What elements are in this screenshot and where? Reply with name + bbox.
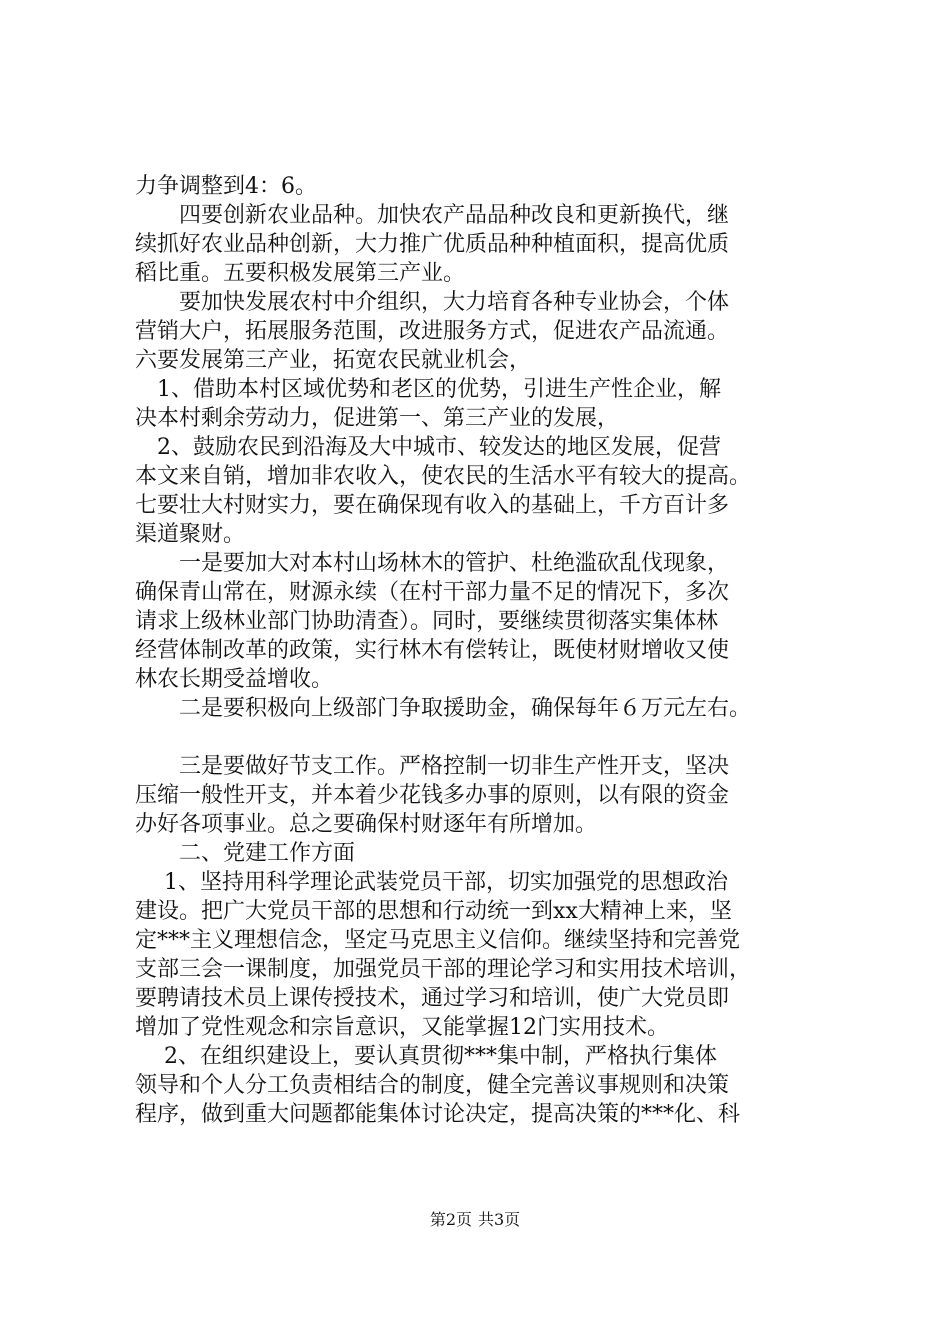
text-line: 力争调整到4：6。 <box>135 174 317 199</box>
text-line: 林农长期受益增收。 <box>135 667 334 692</box>
text-line: 确保青山常在，财源永续（在村干部力量不足的情况下，多次 <box>135 580 730 605</box>
text-line: 六要发展第三产业，拓宽农民就业机会， <box>135 348 532 373</box>
text-line: 要加快发展农村中介组织，大力培育各种专业协会，个体 <box>135 290 730 315</box>
text-line: 一是要加大对本村山场林木的管护、杜绝滥砍乱伐现象， <box>135 551 730 576</box>
text-line: 领导和个人分工负责相结合的制度，健全完善议事规则和决策 <box>135 1073 730 1098</box>
text-line: 建设。把广大党员干部的思想和行动统一到xx大精神上来，坚 <box>135 899 732 924</box>
text-line: 支部三会一课制度，加强党员干部的理论学习和实用技术培训， <box>135 957 752 982</box>
page-footer <box>0 1210 950 1230</box>
text-line: 要聘请技术员上课传授技术，通过学习和培训，使广大党员即 <box>135 986 730 1011</box>
text-line: 压缩一般性开支，并本着少花钱多办事的原则，以有限的资金 <box>135 783 730 808</box>
text-line: 本文来自销，增加非农收入，使农民的生活水平有较大的提高。 <box>135 464 752 489</box>
text-line: 续抓好农业品种创新，大力推广优质品种种植面积，提高优质 <box>135 232 730 257</box>
text-line: 办好各项事业。总之要确保村财逐年有所增加。 <box>135 812 598 837</box>
text-line: 三是要做好节支工作。严格控制一切非生产性开支，坚决 <box>135 754 730 779</box>
text-line: 渠道聚财。 <box>135 522 246 547</box>
text-line: 七要壮大村财实力，要在确保现有收入的基础上，千方百计多 <box>135 493 730 518</box>
text-line: 2、在组织建设上，要认真贯彻***集中制，严格执行集体 <box>135 1044 717 1069</box>
text-line: 增加了党性观念和宗旨意识，又能掌握12门实用技术。 <box>135 1015 669 1040</box>
blank-line <box>135 723 835 752</box>
document-body <box>135 172 835 1129</box>
text-line: 二、党建工作方面 <box>135 841 356 866</box>
text-line: 1、借助本村区域优势和老区的优势，引进生产性企业，解 <box>135 377 721 402</box>
text-line: 2、鼓励农民到沿海及大中城市、较发达的地区发展，促营 <box>135 435 721 460</box>
page-number: 第2页 <box>429 1210 472 1229</box>
text-line: 程序，做到重大问题都能集体讨论决定，提高决策的***化、科 <box>135 1102 741 1127</box>
text-line: 请求上级林业部门协助清查）。同时，要继续贯彻落实集体林 <box>135 609 719 634</box>
text-line: 经营体制改革的政策，实行林木有偿转让，既使材财增收又使 <box>135 638 730 663</box>
text-line: 二是要积极向上级部门争取援助金，确保每年６万元左右。 <box>135 696 752 721</box>
text-line: 稻比重。五要积极发展第三产业。 <box>135 261 466 286</box>
text-line: 1、坚持用科学理论武装党员干部，切实加强党的思想政治 <box>135 870 728 895</box>
page-total: 共3页 <box>478 1210 521 1229</box>
text-line: 决本村剩余劳动力，促进第一、第三产业的发展， <box>135 406 620 431</box>
text-line: 营销大户，拓展服务范围，改进服务方式，促进农产品流通。 <box>135 319 730 344</box>
text-line: 四要创新农业品种。加快农产品品种改良和更新换代，继 <box>135 203 730 228</box>
text-line: 定***主义理想信念，坚定马克思主义信仰。继续坚持和完善党 <box>135 928 741 953</box>
